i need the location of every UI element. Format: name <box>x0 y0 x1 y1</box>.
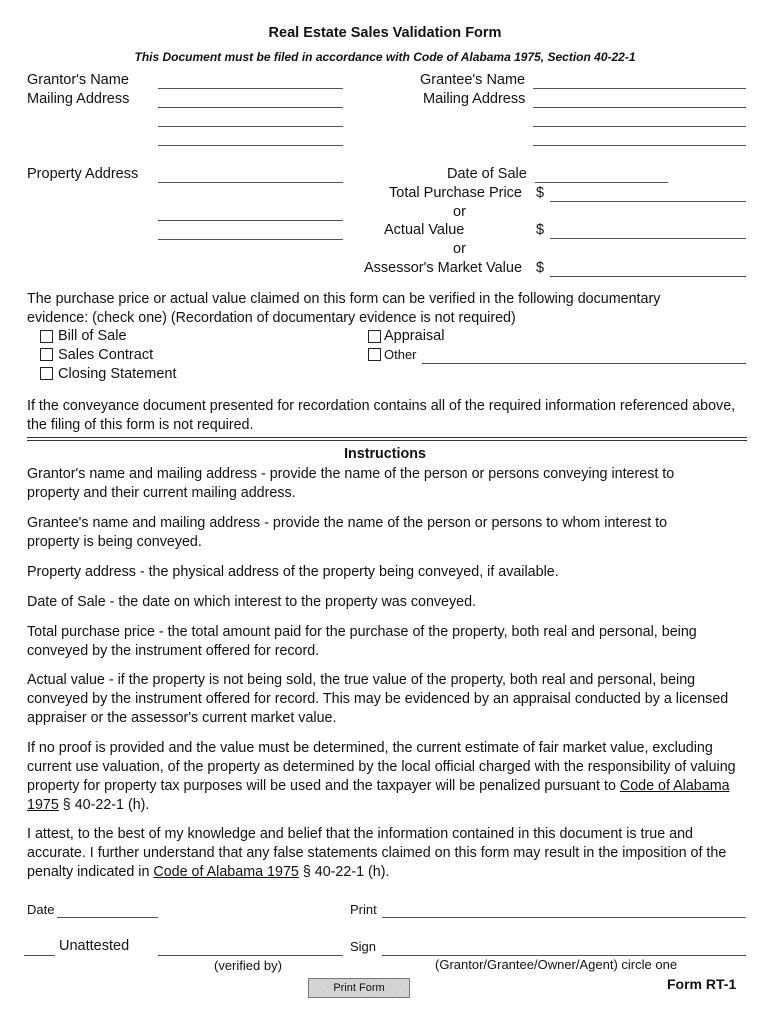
or-label-2: or <box>453 241 466 257</box>
actual-value-label: Actual Value <box>384 222 465 238</box>
closing-statement-label: Closing Statement <box>58 366 177 382</box>
instruction-grantor: Grantor's name and mailing address - provide the name of the person or persons conveying interest to property and their current mailing address. <box>27 466 675 501</box>
form-title: Real Estate Sales Validation Form <box>268 25 502 41</box>
dollar-sign: $ <box>536 185 545 201</box>
other-checkbox[interactable] <box>368 348 381 361</box>
attest-text: I attest, to the best of my knowledge and belief that the information contained in this document is true and accurate. I further understand that any false statements claimed on this form may result in the imposition of the penalty indicated in <box>27 826 727 880</box>
instruction-property: Property address - the physical address of the property being conveyed, if available. <box>27 564 559 580</box>
circle-one-caption: (Grantor/Grantee/Owner/Agent) circle one <box>435 957 678 972</box>
total-purchase-price-label: Total Purchase Price <box>389 185 522 201</box>
bill-of-sale-checkbox[interactable] <box>40 330 53 343</box>
grantee-mailing-label: Mailing Address <box>423 91 526 107</box>
appraisal-label: Appraisal <box>384 328 445 344</box>
date-signature-field[interactable] <box>57 901 158 918</box>
date-of-sale-field[interactable] <box>535 166 668 183</box>
code-reference-link: Code of Alabama 1975 <box>153 864 299 880</box>
verified-by-field[interactable] <box>158 939 343 956</box>
assessor-market-value-field[interactable] <box>550 260 746 277</box>
dollar-sign: $ <box>536 260 545 276</box>
instruction-actual: Actual value - if the property is not being sold, the true value of the property, both real and personal, being conveyed by the instrument offered for record. This may be evidenced by an appraisal conducted by a licensed appraiser or the assessor's current market value. <box>27 672 729 726</box>
other-label: Other <box>384 347 417 362</box>
grantee-name-label: Grantee's Name <box>420 72 526 88</box>
divider <box>27 437 747 438</box>
no-proof-text: If no proof is provided and the value must be determined, the current estimate of fair market value, excluding current use valuation, of the property as determined by the local official charged with the responsibility of valuing property for property tax purposes will be used and the taxpayer will be penalized pursuant to <box>27 740 736 794</box>
evidence-intro-line2: evidence: (check one) (Recordation of documentary evidence is not required) <box>27 310 516 326</box>
code-reference-link: Code of Alabama 1975 <box>27 778 730 813</box>
date-of-sale-label: Date of Sale <box>447 166 527 182</box>
property-address-label: Property Address <box>27 166 139 182</box>
verified-by-caption: (verified by) <box>214 958 282 973</box>
instruction-date: Date of Sale - the date on which interest to the property was conveyed. <box>27 594 477 610</box>
property-address-field-2[interactable] <box>158 204 343 221</box>
actual-value-field[interactable] <box>550 222 746 239</box>
grantor-mailing-label: Mailing Address <box>27 91 130 107</box>
property-address-field-3[interactable] <box>158 223 343 240</box>
grantor-name-label: Grantor's Name <box>27 72 129 88</box>
other-evidence-field[interactable] <box>422 347 746 364</box>
unattested-label: Unattested <box>59 938 130 954</box>
unattested-field[interactable] <box>24 939 55 956</box>
grantee-mailing-field-3[interactable] <box>533 129 746 146</box>
or-label-1: or <box>453 204 466 220</box>
grantor-mailing-field-1[interactable] <box>158 91 343 108</box>
evidence-intro-line1: The purchase price or actual value claimed on this form can be verified in the following documentary <box>27 291 661 307</box>
appraisal-checkbox[interactable] <box>368 330 381 343</box>
closing-statement-checkbox[interactable] <box>40 367 53 380</box>
divider <box>27 440 747 441</box>
form-id: Form RT-1 <box>667 976 737 992</box>
date-signature-label: Date <box>27 902 55 917</box>
grantee-mailing-field-2[interactable] <box>533 110 746 127</box>
instruction-total: Total purchase price - the total amount paid for the purchase of the property, both real and personal, being conveyed by the instrument offered for record. <box>27 624 697 659</box>
bill-of-sale-label: Bill of Sale <box>58 328 127 344</box>
section-reference: § 40-22-1 (h). <box>58 797 150 813</box>
signature-field[interactable] <box>382 939 746 956</box>
sales-contract-label: Sales Contract <box>58 347 154 363</box>
instructions-heading: Instructions <box>344 446 426 462</box>
instruction-grantee: Grantee's name and mailing address - provide the name of the person or persons to whom interest to property is being conveyed. <box>27 515 668 550</box>
print-form-button[interactable]: Print Form <box>308 978 410 998</box>
grantor-mailing-field-2[interactable] <box>158 110 343 127</box>
grantee-name-field[interactable] <box>533 72 746 89</box>
conveyance-note: If the conveyance document presented for recordation contains all of the required information referenced above, the filing of this form is not required. <box>27 398 736 433</box>
property-address-field-1[interactable] <box>158 166 343 183</box>
total-purchase-price-field[interactable] <box>550 185 746 202</box>
print-name-field[interactable] <box>382 901 746 918</box>
sign-label: Sign <box>350 939 377 954</box>
grantee-mailing-field-1[interactable] <box>533 91 746 108</box>
print-name-label: Print <box>350 902 377 917</box>
section-reference: § 40-22-1 (h). <box>298 864 390 880</box>
grantor-mailing-field-3[interactable] <box>158 129 343 146</box>
form-subtitle: This Document must be filed in accordance with Code of Alabama 1975, Section 40-22-1 <box>134 50 636 64</box>
instruction-attest <box>27 825 747 882</box>
instruction-no-proof <box>27 739 747 815</box>
assessor-market-value-label: Assessor's Market Value <box>364 260 523 276</box>
dollar-sign: $ <box>536 222 545 238</box>
grantor-name-field[interactable] <box>158 72 343 89</box>
sales-contract-checkbox[interactable] <box>40 348 53 361</box>
